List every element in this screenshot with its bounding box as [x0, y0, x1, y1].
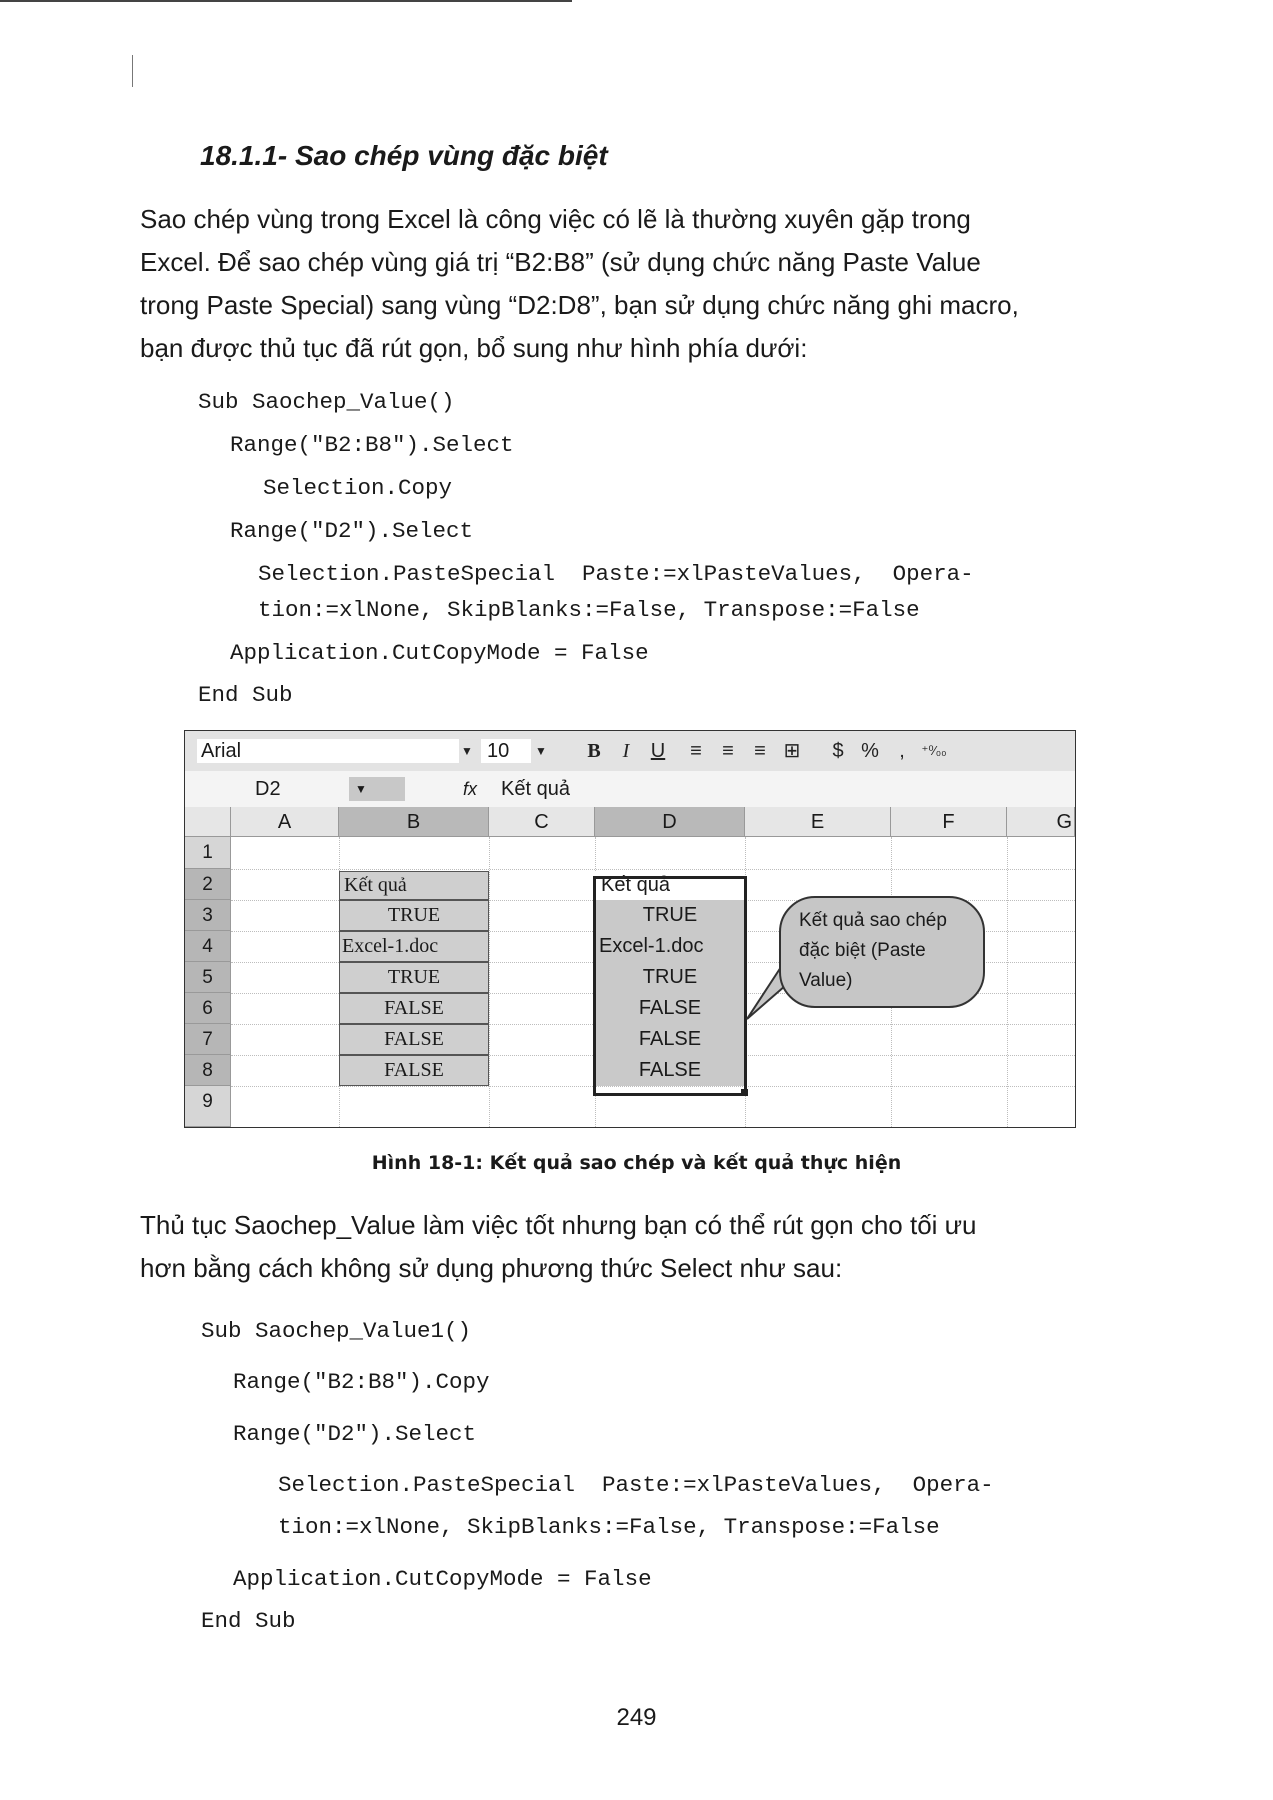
gridline — [489, 837, 490, 1127]
figure-caption: Hình 18-1: Kết quả sao chép và kết quả thực hiện — [371, 1152, 902, 1174]
row-header-1[interactable]: 1 — [185, 837, 231, 869]
cell-b7[interactable]: FALSE — [339, 1024, 489, 1055]
cell-b8[interactable]: FALSE — [339, 1055, 489, 1086]
cell-d8[interactable]: FALSE — [595, 1055, 745, 1086]
merge-center-icon[interactable]: ⊞ — [783, 740, 801, 762]
code-line: Selection.Copy — [263, 475, 453, 501]
column-header-b[interactable]: B — [339, 807, 489, 837]
paragraph-line: trong Paste Special) sang vùng “D2:D8”, bạn sử dụng chức năng ghi macro, — [140, 290, 1019, 320]
code-line: tion:=xlNone, SkipBlanks:=False, Transpose:=False — [278, 1514, 940, 1540]
increase-decimal-button[interactable]: ⁺⁰⁄₀₀ — [921, 743, 947, 758]
column-header-c[interactable]: C — [489, 807, 595, 837]
code-line: Sub Saochep_Value1() — [201, 1318, 472, 1344]
code-line: Range("D2").Select — [230, 518, 474, 544]
cell-b6[interactable]: FALSE — [339, 993, 489, 1024]
excel-screenshot — [184, 730, 1076, 1128]
intro-paragraph — [140, 198, 1120, 370]
font-size-box[interactable]: 10 — [481, 739, 531, 763]
paragraph-line: Excel. Để sao chép vùng giá trị “B2:B8” (sử dụng chức năng Paste Value — [140, 247, 981, 277]
cell-b4[interactable]: Excel-1.doc — [339, 931, 489, 962]
chevron-down-icon[interactable]: ▼ — [349, 777, 405, 801]
comma-style-button[interactable]: , — [899, 740, 905, 762]
column-header-e[interactable]: E — [745, 807, 891, 837]
name-box[interactable]: D2 — [255, 778, 281, 800]
formula-bar — [185, 771, 1075, 808]
cell-b5[interactable]: TRUE — [339, 962, 489, 993]
fill-handle[interactable] — [741, 1089, 748, 1096]
italic-button[interactable]: I — [622, 740, 630, 762]
code-line: Sub Saochep_Value() — [198, 389, 455, 415]
underline-button[interactable]: U — [650, 740, 666, 762]
currency-button[interactable]: $ — [832, 740, 844, 762]
row-header-3[interactable]: 3 — [185, 900, 231, 931]
row-header-2[interactable]: 2 — [185, 869, 231, 900]
top-rule — [0, 0, 572, 2]
font-name-box[interactable]: Arial — [197, 739, 459, 763]
cell-d2[interactable]: Kết quả — [595, 871, 745, 900]
cell-d6[interactable]: FALSE — [595, 993, 745, 1024]
row-header-5[interactable]: 5 — [185, 962, 231, 993]
column-header-a[interactable]: A — [231, 807, 339, 837]
second-paragraph — [140, 1204, 1120, 1290]
column-header-f[interactable]: F — [891, 807, 1007, 837]
code-line: Application.CutCopyMode = False — [233, 1566, 652, 1592]
row-header-7[interactable]: 7 — [185, 1024, 231, 1055]
paragraph-line: bạn được thủ tục đã rút gọn, bổ sung như hình phía dưới: — [140, 333, 808, 363]
code-line: tion:=xlNone, SkipBlanks:=False, Transpose:=False — [258, 597, 920, 623]
page-number: 249 — [616, 1704, 657, 1731]
formula-input[interactable]: Kết quả — [501, 778, 570, 800]
align-center-icon[interactable]: ≡ — [722, 740, 734, 762]
chevron-down-icon[interactable]: ▼ — [535, 744, 547, 758]
column-header-d[interactable]: D — [595, 807, 745, 837]
cell-b2[interactable]: Kết quả — [339, 871, 489, 900]
row-header-8[interactable]: 8 — [185, 1055, 231, 1086]
section-heading: 18.1.1- Sao chép vùng đặc biệt — [200, 140, 608, 171]
row-header-4[interactable]: 4 — [185, 931, 231, 962]
paragraph-line: Sao chép vùng trong Excel là công việc có lẽ là thường xuyên gặp trong — [140, 204, 971, 234]
code-line: Range("B2:B8").Select — [230, 432, 514, 458]
code-line: Selection.PasteSpecial Paste:=xlPasteValues, Opera- — [258, 561, 974, 587]
row-header-9[interactable]: 9 — [185, 1086, 231, 1127]
cell-d7[interactable]: FALSE — [595, 1024, 745, 1055]
code-line: End Sub — [201, 1608, 296, 1634]
paragraph-line: Thủ tục Saochep_Value làm việc tốt nhưng bạn có thể rút gọn cho tối ưu — [140, 1210, 977, 1240]
cell-b3[interactable]: TRUE — [339, 900, 489, 931]
gridline — [1007, 837, 1008, 1127]
formatting-toolbar — [185, 731, 1075, 772]
code-line: Range("B2:B8").Copy — [233, 1369, 490, 1395]
align-left-icon[interactable]: ≡ — [690, 740, 702, 762]
code-line: Application.CutCopyMode = False — [230, 640, 649, 666]
percent-button[interactable]: % — [861, 740, 879, 762]
cell-d4[interactable]: Excel-1.doc — [595, 931, 745, 962]
code-line: Range("D2").Select — [233, 1421, 477, 1447]
callout-note: Kết quả sao chép đặc biệt (Paste Value) — [779, 896, 985, 1008]
chevron-down-icon[interactable]: ▼ — [461, 744, 473, 758]
select-all-corner[interactable] — [185, 807, 231, 837]
selection-frame — [593, 876, 747, 1096]
align-right-icon[interactable]: ≡ — [754, 740, 766, 762]
paragraph-line: hơn bằng cách không sử dụng phương thức Select như sau: — [140, 1253, 843, 1283]
function-icon[interactable]: fx — [463, 779, 478, 799]
gridline — [231, 869, 1075, 870]
cell-d3[interactable]: TRUE — [595, 900, 745, 931]
margin-mark — [132, 55, 133, 87]
code-line: End Sub — [198, 682, 293, 708]
cell-d5[interactable]: TRUE — [595, 962, 745, 993]
bold-button[interactable]: B — [587, 740, 601, 762]
column-header-g[interactable]: G — [1007, 807, 1075, 837]
code-line: Selection.PasteSpecial Paste:=xlPasteValues, Opera- — [278, 1472, 994, 1498]
row-header-6[interactable]: 6 — [185, 993, 231, 1024]
